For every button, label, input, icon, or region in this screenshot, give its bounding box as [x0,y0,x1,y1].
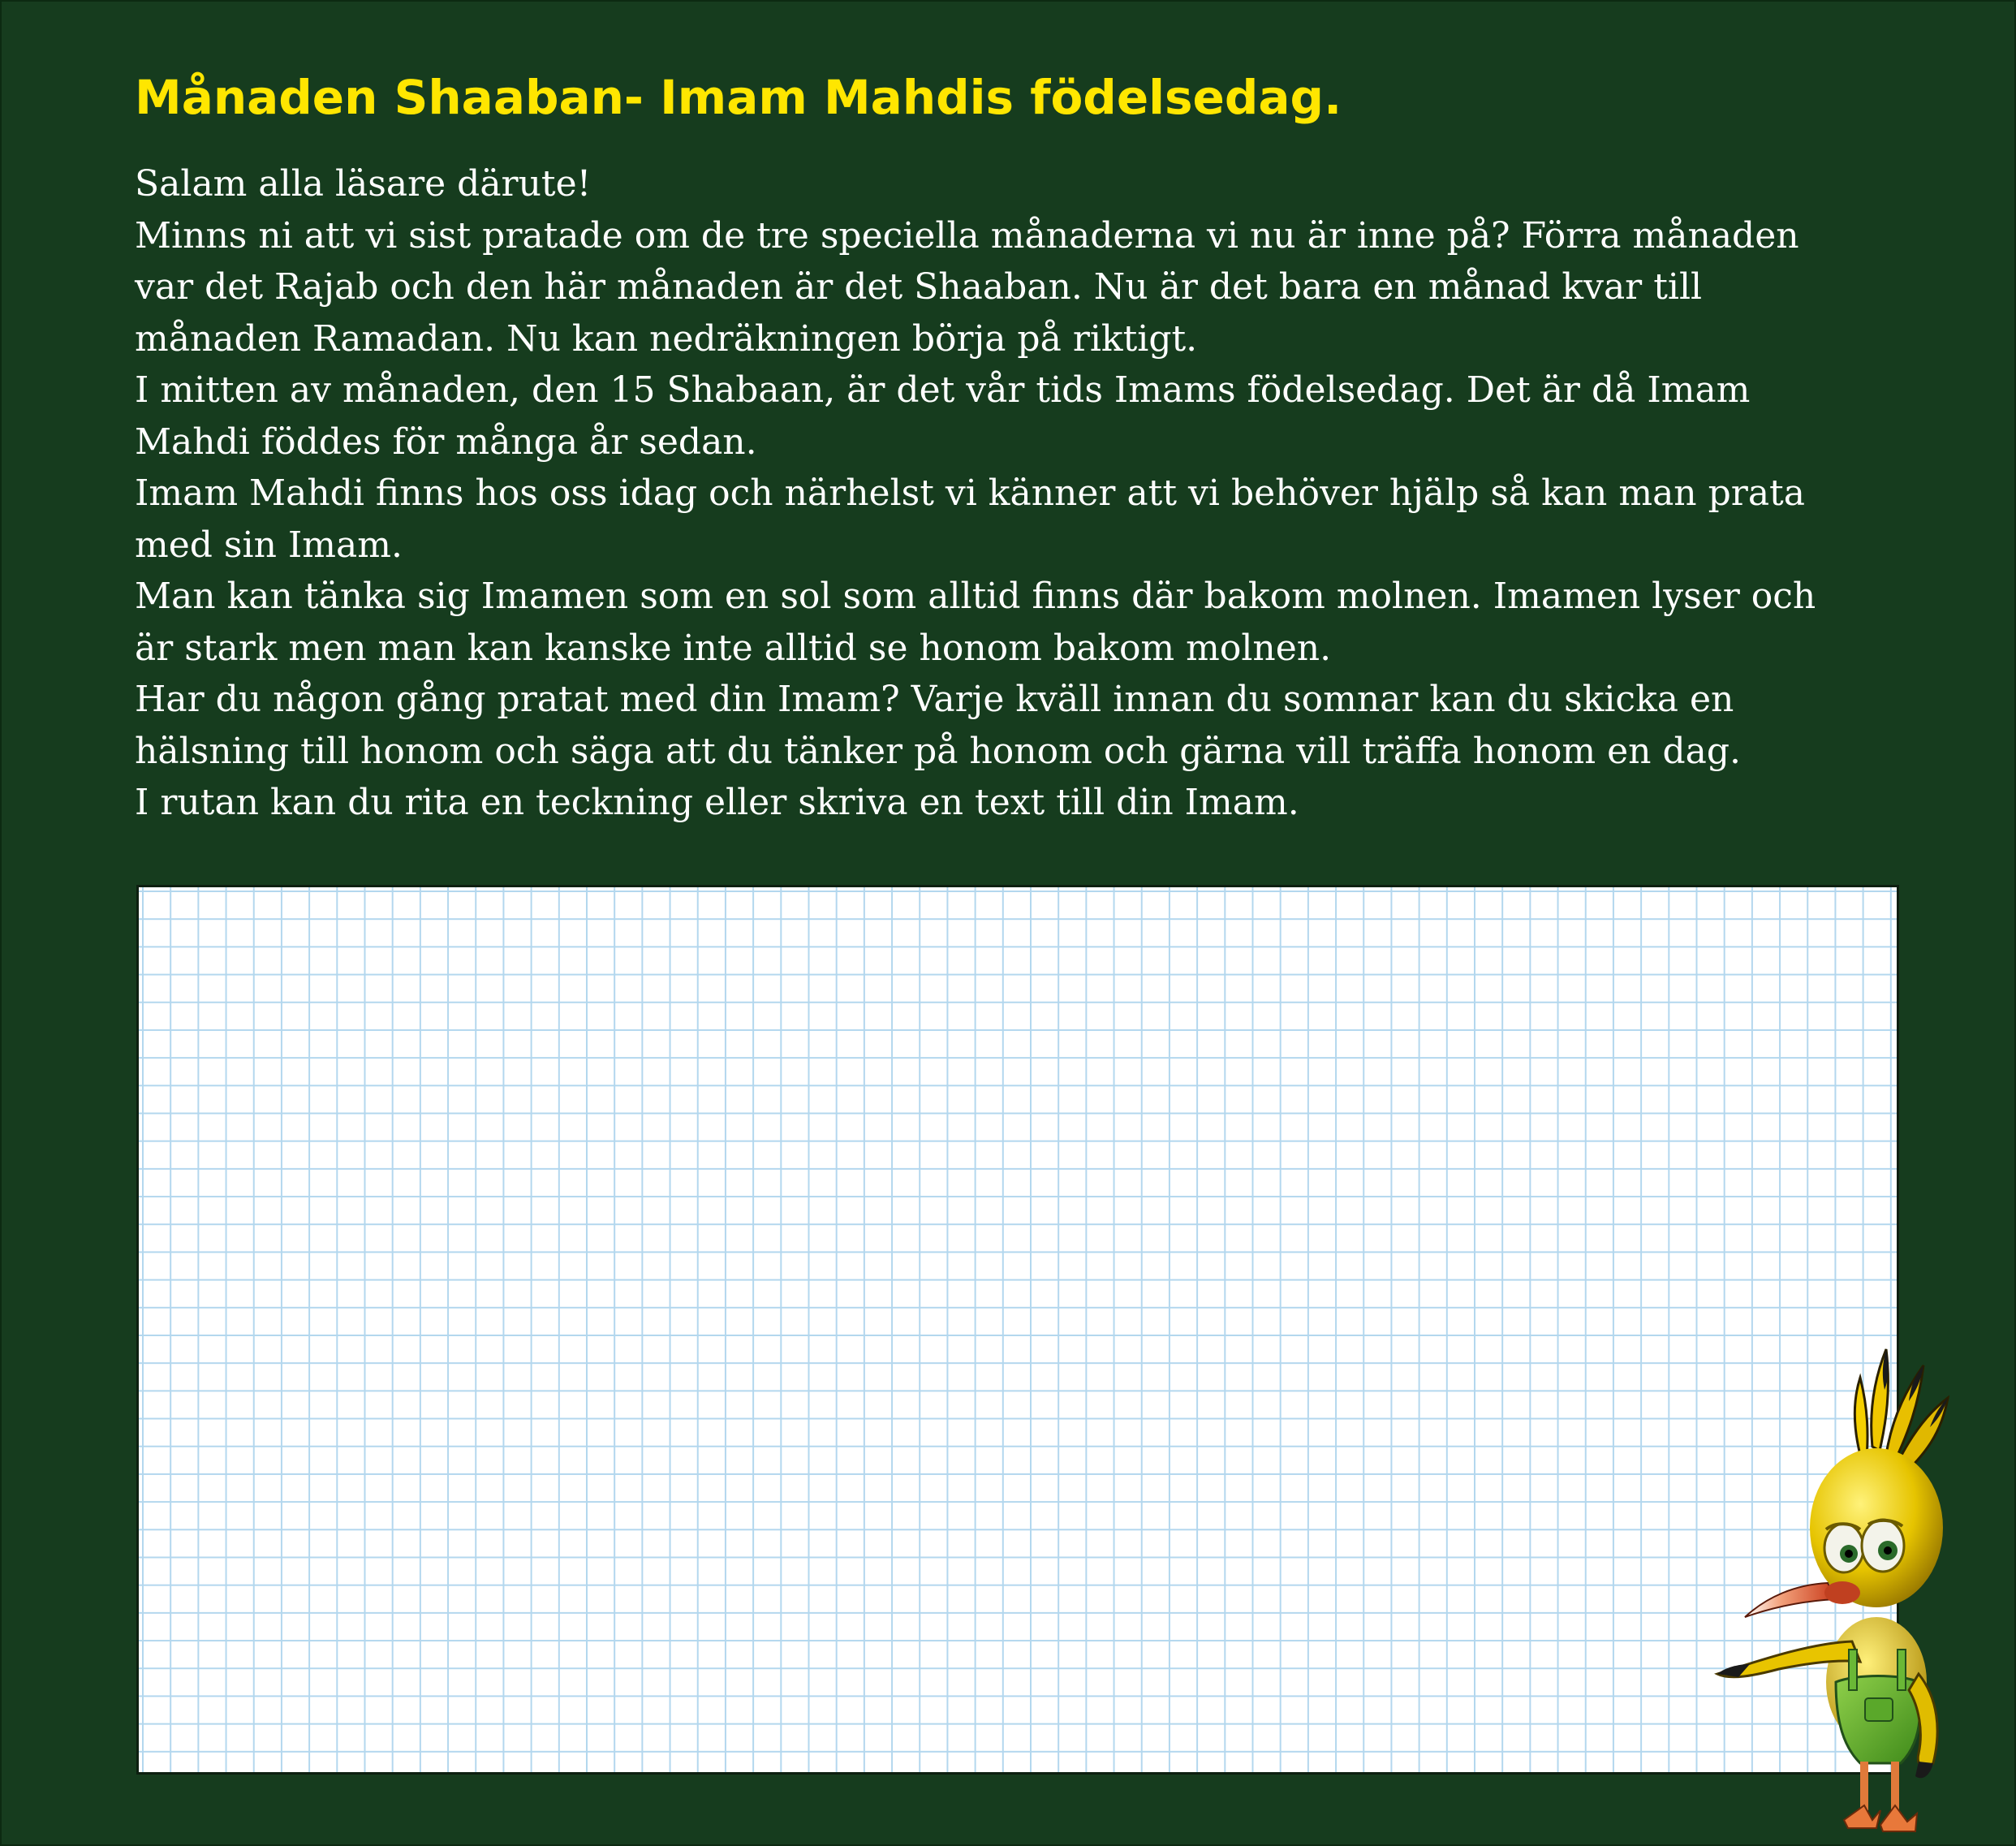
body-line: Mahdi föddes för många år sedan. [135,421,757,463]
body-line: Salam alla läsare därute! [135,163,592,205]
body-line: I mitten av månaden, den 15 Shabaan, är det vår tids Imams födelsedag. Det är då Imam [135,369,1751,411]
page-title: Månaden Shaaban- Imam Mahdis födelsedag. [135,70,1342,125]
bird-mascot-icon [1706,1341,1949,1844]
body-line: Har du någon gång pratat med din Imam? Varje kväll innan du somnar kan du skicka en [135,679,1734,720]
body-line: Imam Mahdi finns hos oss idag och närhelst vi känner att vi behöver hjälp så kan man prata [135,472,1805,514]
body-line: var det Rajab och den här månaden är det Shaaban. Nu är det bara en månad kvar till [135,266,1703,308]
body-line: månaden Ramadan. Nu kan nedräkningen börja på riktigt. [135,317,1198,360]
body-line: I rutan kan du rita en teckning eller skriva en text till din Imam. [135,782,1299,823]
drawing-grid-area[interactable] [136,885,1899,1775]
body-line: är stark men man kan kanske inte alltid se honom bakom molnen. [135,627,1332,669]
body-line: hälsning till honom och säga att du tänker på honom och gärna vill träffa honom en dag. [135,730,1742,772]
body-line: med sin Imam. [135,524,403,566]
body-line: Man kan tänka sig Imamen som en sol som alltid finns där bakom molnen. Imamen lyser och [135,576,1816,617]
body-line: Minns ni att vi sist pratade om de tre speciella månaderna vi nu är inne på? Förra månaden [135,214,1799,257]
body-text [135,158,1920,829]
